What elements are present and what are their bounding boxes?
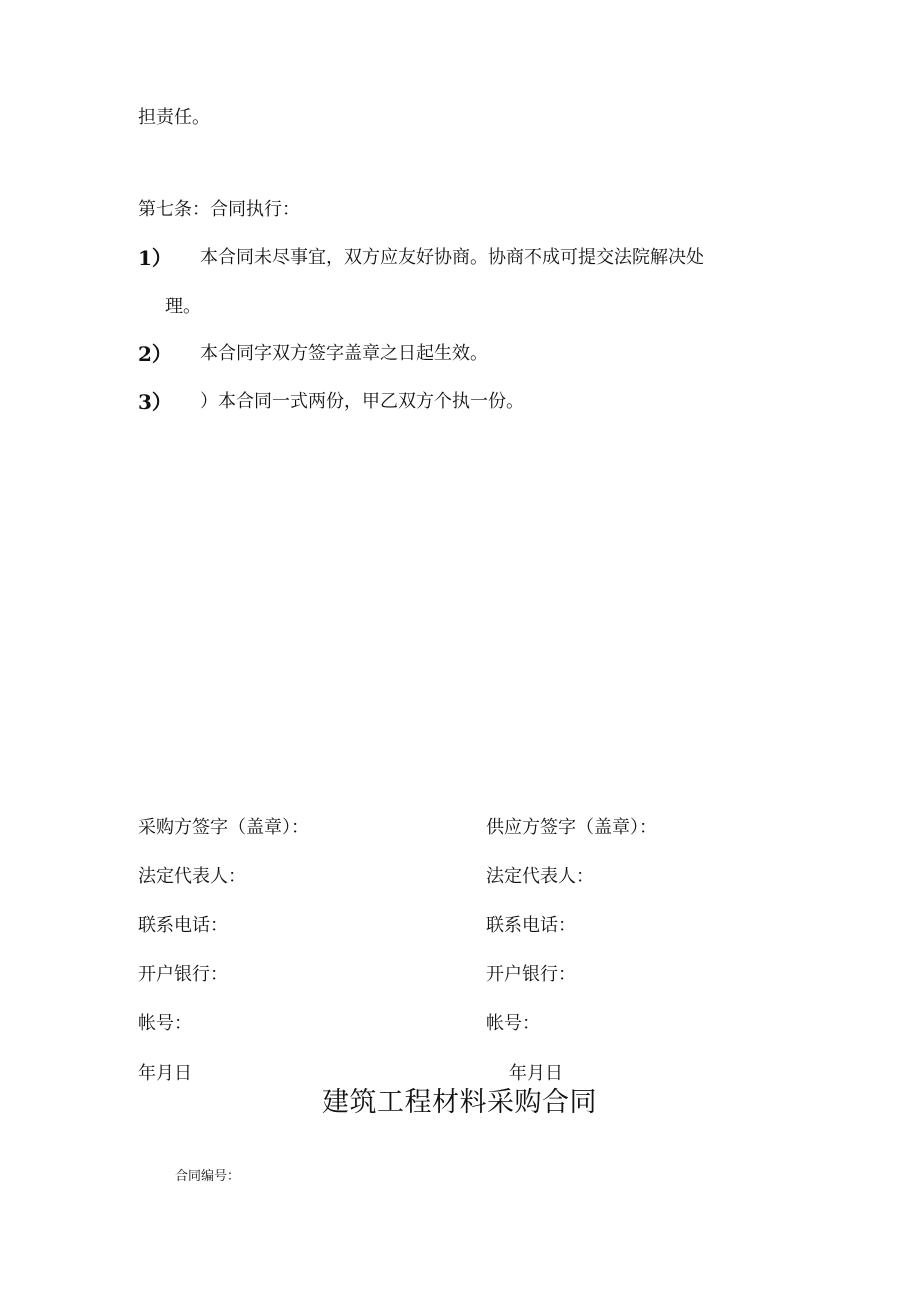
item-text-continued: 理。 — [165, 296, 201, 317]
item-text: 本合同字双方签字盖章之日起生效。 — [200, 343, 488, 364]
item-number: 3） — [138, 390, 172, 414]
buyer-sign-label: 采购方签字（盖章）： — [138, 817, 309, 838]
supplier-sign-label: 供应方签字（盖章）： — [486, 817, 657, 838]
buyer-rep-label: 法定代表人： — [138, 866, 246, 887]
item-text: ）本合同一式两份，甲乙双方个执一份。 — [200, 391, 524, 412]
buyer-date-label: 年月日 — [138, 1063, 192, 1084]
contract-number-label: 合同编号： — [175, 1169, 241, 1184]
item-number: 2） — [138, 342, 172, 366]
buyer-phone-label: 联系电话： — [138, 915, 228, 936]
supplier-account-label: 帐号： — [486, 1013, 540, 1034]
carryover-text: 担责任。 — [138, 107, 210, 128]
supplier-rep-label: 法定代表人： — [486, 866, 594, 887]
buyer-account-label: 帐号： — [138, 1013, 192, 1034]
item-text: 本合同未尽事宜，双方应友好协商。协商不成可提交法院解决处 — [200, 247, 704, 268]
supplier-date-label: 年月日 — [509, 1063, 563, 1084]
supplier-bank-label: 开户银行： — [486, 964, 576, 985]
buyer-bank-label: 开户银行： — [138, 964, 228, 985]
article-7-heading: 第七条：合同执行： — [138, 199, 300, 220]
item-number: 1） — [138, 246, 172, 270]
next-document-title: 建筑工程材料采购合同 — [322, 1087, 597, 1118]
supplier-phone-label: 联系电话： — [486, 915, 576, 936]
